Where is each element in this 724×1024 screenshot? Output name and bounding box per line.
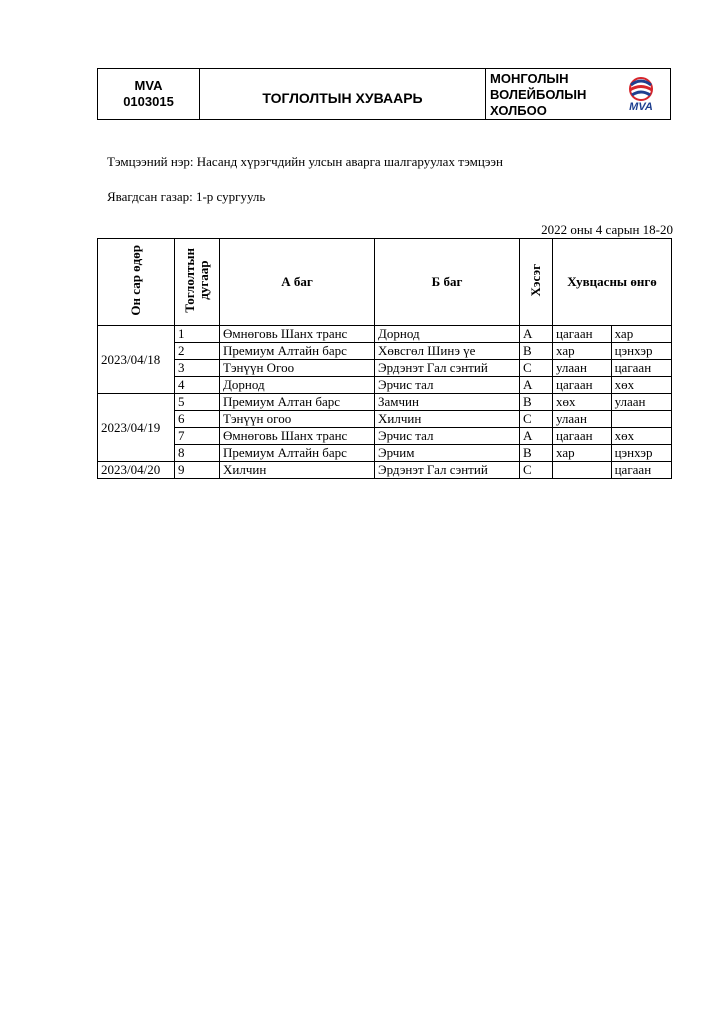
uniform-a-cell: улаан	[553, 360, 612, 377]
document-header	[97, 68, 671, 120]
team-a-cell: Хилчин	[220, 462, 375, 479]
table-row	[98, 462, 672, 479]
team-a-cell: Премиум Алтайн барс	[220, 445, 375, 462]
col-court-header	[520, 239, 553, 326]
table-header-row	[98, 239, 672, 326]
uniform-b-cell: цэнхэр	[611, 343, 671, 360]
uniform-b-cell	[611, 411, 671, 428]
team-b-cell: Эрдэнэт Гал сэнтий	[375, 360, 520, 377]
court-cell: B	[520, 343, 553, 360]
mva-logo-icon	[618, 75, 664, 113]
schedule-table	[97, 238, 672, 479]
uniform-b-cell: цагаан	[611, 360, 671, 377]
team-b-cell: Эрчим	[375, 445, 520, 462]
org-cell	[486, 69, 670, 119]
team-a-cell: Премиум Алтан барс	[220, 394, 375, 411]
game-number-cell: 7	[175, 428, 220, 445]
game-number-cell: 8	[175, 445, 220, 462]
col-uniform-header: Хувцасны өнгө	[553, 239, 672, 326]
date-cell: 2023/04/18	[98, 326, 175, 394]
doc-title: ТОГЛОЛТЫН ХУВААРЬ	[262, 90, 423, 106]
logo-text: MVA	[629, 101, 653, 113]
org-line1: МОНГОЛЫН	[490, 71, 569, 86]
uniform-a-cell	[553, 462, 612, 479]
game-number-cell: 5	[175, 394, 220, 411]
org-line3: ХОЛБОО	[490, 103, 547, 118]
team-b-cell: Хилчин	[375, 411, 520, 428]
team-b-cell: Хөвсгөл Шинэ үе	[375, 343, 520, 360]
table-row	[98, 377, 672, 394]
court-cell: B	[520, 394, 553, 411]
table-row	[98, 394, 672, 411]
team-b-cell: Эрчис тал	[375, 377, 520, 394]
uniform-a-cell: цагаан	[553, 377, 612, 394]
court-cell: A	[520, 377, 553, 394]
date-cell: 2023/04/19	[98, 394, 175, 462]
col-date-label: Он сар өдөр	[128, 244, 143, 316]
uniform-b-cell: хөх	[611, 428, 671, 445]
table-row	[98, 428, 672, 445]
date-cell: 2023/04/20	[98, 462, 175, 479]
team-b-cell: Эрдэнэт Гал сэнтий	[375, 462, 520, 479]
court-cell: C	[520, 360, 553, 377]
uniform-a-cell: цагаан	[553, 326, 612, 343]
court-cell: C	[520, 411, 553, 428]
uniform-b-cell: хар	[611, 326, 671, 343]
team-a-cell: Дорнод	[220, 377, 375, 394]
court-cell: B	[520, 445, 553, 462]
table-row	[98, 360, 672, 377]
game-number-cell: 4	[175, 377, 220, 394]
table-row	[98, 411, 672, 428]
team-a-cell: Өмнөговь Шанх транс	[220, 428, 375, 445]
doc-code-cell	[98, 69, 200, 119]
table-row	[98, 326, 672, 343]
team-b-cell: Замчин	[375, 394, 520, 411]
uniform-b-cell: цагаан	[611, 462, 671, 479]
table-row	[98, 343, 672, 360]
team-a-cell: Премиум Алтайн барс	[220, 343, 375, 360]
col-date-header	[98, 239, 175, 326]
team-a-cell: Тэнүүн огоо	[220, 411, 375, 428]
org-line2: ВОЛЕЙБОЛЫН	[490, 87, 587, 102]
team-a-cell: Өмнөговь Шанх транс	[220, 326, 375, 343]
doc-code-line2: 0103015	[123, 94, 174, 109]
game-number-cell: 6	[175, 411, 220, 428]
team-b-cell: Дорнод	[375, 326, 520, 343]
uniform-a-cell: хар	[553, 445, 612, 462]
uniform-a-cell: хөх	[553, 394, 612, 411]
uniform-b-cell: цэнхэр	[611, 445, 671, 462]
game-number-cell: 1	[175, 326, 220, 343]
game-number-cell: 3	[175, 360, 220, 377]
game-number-cell: 2	[175, 343, 220, 360]
uniform-b-cell: улаан	[611, 394, 671, 411]
col-game-no-label: Тоглолтын дугаар	[182, 247, 211, 313]
uniform-b-cell: хөх	[611, 377, 671, 394]
col-game-no-header	[175, 239, 220, 326]
venue: Явагдсан газар: 1-р сургууль	[107, 189, 266, 204]
uniform-a-cell: хар	[553, 343, 612, 360]
team-b-cell: Эрчис тал	[375, 428, 520, 445]
event-name: Тэмцээний нэр: Насанд хүрэгчдийн улсын аварга шалгаруулах тэмцээн	[107, 154, 503, 169]
col-team-a-header: А баг	[220, 239, 375, 326]
doc-title-cell	[200, 69, 486, 119]
date-range: 2022 оны 4 сарын 18-20	[541, 222, 673, 237]
uniform-a-cell: цагаан	[553, 428, 612, 445]
court-cell: C	[520, 462, 553, 479]
uniform-a-cell: улаан	[553, 411, 612, 428]
col-team-b-header: Б баг	[375, 239, 520, 326]
court-cell: A	[520, 428, 553, 445]
game-number-cell: 9	[175, 462, 220, 479]
col-court-label: Хэсэг	[528, 263, 543, 297]
court-cell: A	[520, 326, 553, 343]
table-row	[98, 445, 672, 462]
team-a-cell: Тэнүүн Огоо	[220, 360, 375, 377]
doc-code-line1: MVA	[134, 78, 163, 93]
